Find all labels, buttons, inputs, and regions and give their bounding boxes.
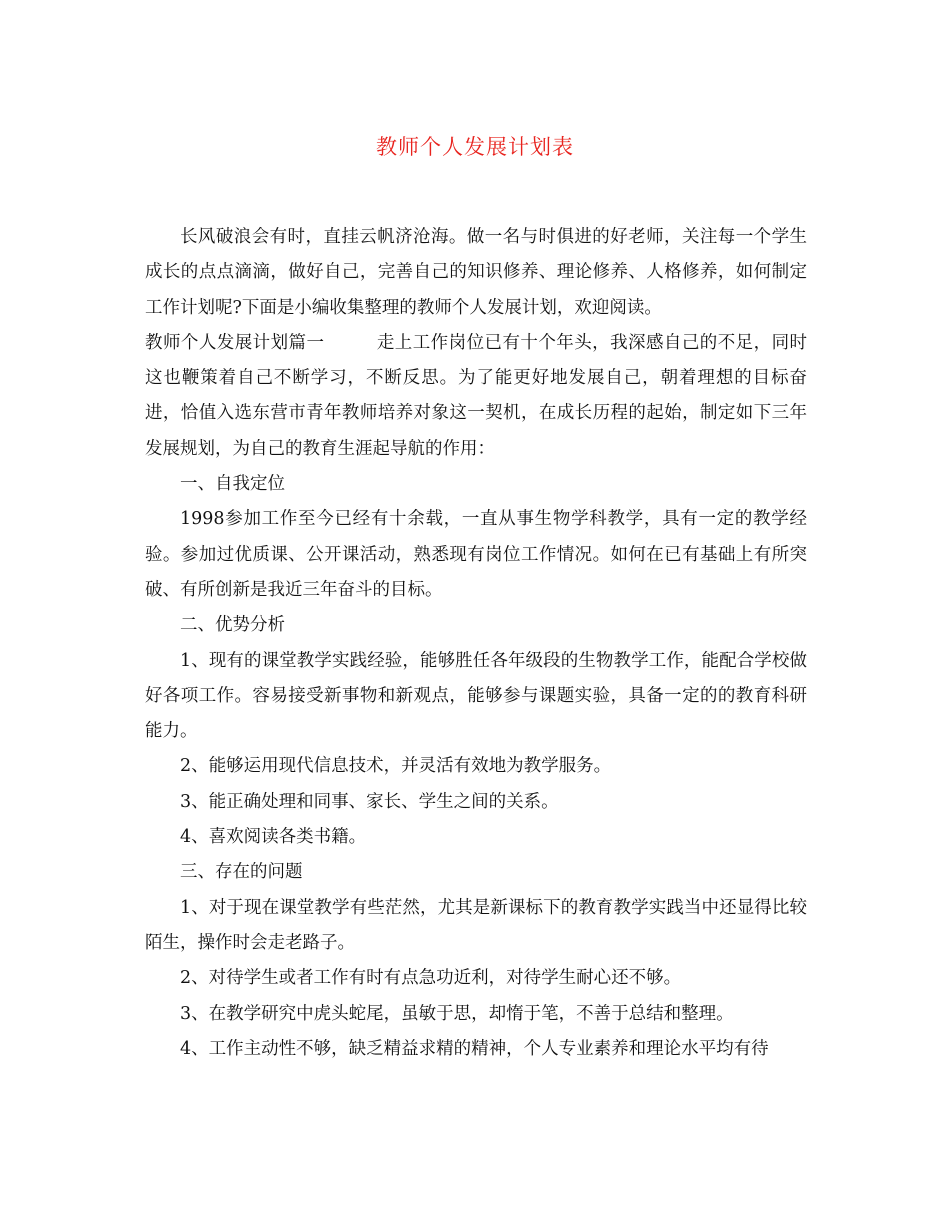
section-2-item-1: 1、现有的课堂教学实践经验，能够胜任各年级段的生物教学工作，能配合学校做好各项工作。容易接受新事物和新观点，能够参与课题实验，具备一定的的教育科研能力。 [145, 650, 807, 742]
section-2-item-4: 4、喜欢阅读各类书籍。 [180, 827, 367, 848]
section-heading-problems: 三、存在的问题 [180, 862, 303, 883]
section-3-item-4: 4、工作主动性不够，缺乏精益求精的精神，个人专业素养和理论水平均有待 [180, 1038, 769, 1059]
section-2-item-2: 2、能够运用现代信息技术，并灵活有效地为教学服务。 [180, 756, 612, 777]
section-heading-strengths: 二、优势分析 [180, 615, 285, 636]
section-heading-self-positioning: 一、自我定位 [180, 474, 285, 495]
section-3-item-1: 1、对于现在课堂教学有些茫然，尤其是新课标下的教育教学实践当中还显得比较陌生，操作时会走老路子。 [145, 897, 807, 953]
section-1-paragraph-1: 1998参加工作至今已经有十余载，一直从事生物学科教学，具有一定的教学经验。参加过优质课、公开课活动，熟悉现有岗位工作情况。如何在已有基础上有所突破、有所创新是我近三年奋斗的目标。 [145, 509, 807, 600]
section-3-item-3: 3、在教学研究中虎头蛇尾，虽敏于思，却惰于笔，不善于总结和整理。 [180, 1003, 734, 1024]
intro-paragraph: 长风破浪会有时，直挂云帆济沧海。做一名与时俱进的好老师，关注每一个学生成长的点点滴滴，做好自己，完善自己的知识修养、理论修养、人格修养，如何制定工作计划呢?下面是小编收集整理的教师个人发展计划，欢迎阅读。 [145, 227, 807, 318]
document-body [145, 220, 807, 1067]
part-paragraph [145, 326, 807, 467]
document-title: 教师个人发展计划表 [376, 135, 574, 159]
part-text: 走上工作岗位已有十个年头，我深感自己的不足，同时这也鞭策着自己不断学习，不断反思。为了能更好地发展自己，朝着理想的目标奋进，恰值入选东营市青年教师培养对象这一契机，在成长历程的起始，制定如下三年发展规划，为自己的教育生涯起导航的作用： [145, 332, 808, 459]
section-2-item-3: 3、能正确处理和同事、家长、学生之间的关系。 [180, 791, 559, 812]
part-heading: 教师个人发展计划篇一 [145, 332, 325, 353]
section-3-item-2: 2、对待学生或者工作有时有点急功近利，对待学生耐心还不够。 [180, 968, 682, 989]
